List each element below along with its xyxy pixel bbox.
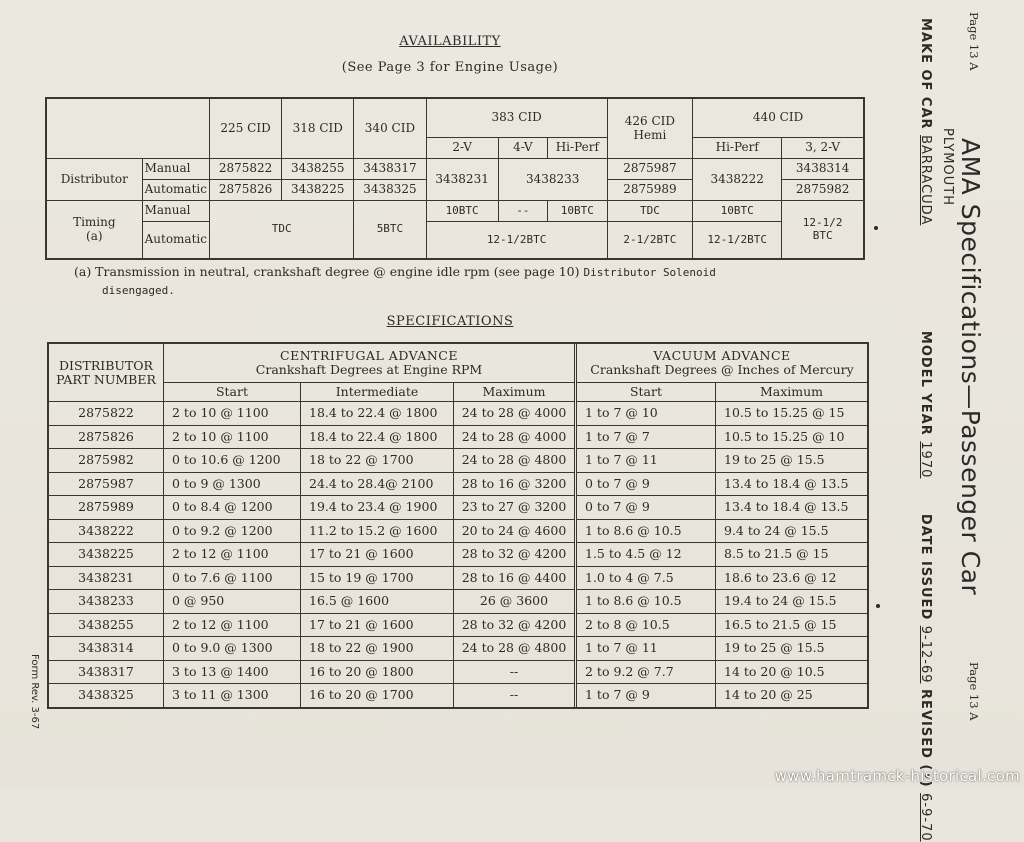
cell-vacuum-start: 1 to 7 @ 9	[576, 684, 716, 708]
hdr-225: 225 CID	[209, 99, 281, 159]
cell-centrifugal-maximum: 20 to 24 @ 4600	[454, 519, 576, 543]
cell-centrifugal-maximum: 24 to 28 @ 4000	[454, 425, 576, 449]
dist-manual-225: 2875822	[209, 159, 281, 180]
col-part-number: DISTRIBUTOR PART NUMBER	[49, 344, 164, 402]
specifications-table	[48, 343, 868, 708]
cell-centrifugal-start: 0 to 10.6 @ 1200	[164, 449, 301, 473]
cell-centrifugal-start: 2 to 10 @ 1100	[164, 402, 301, 426]
cell-centrifugal-start: 2 to 12 @ 1100	[164, 543, 301, 567]
timing-manual-383-4v: --	[498, 201, 547, 222]
cell-part-number: 2875982	[49, 449, 164, 473]
dist-383-2v: 3438231	[426, 159, 498, 201]
page-number-bottom: Page 13 A	[967, 662, 981, 721]
timing-manual-383-hp: 10BTC	[547, 201, 607, 222]
cell-vacuum-start: 1.5 to 4.5 @ 12	[576, 543, 716, 567]
blank-corner	[47, 99, 210, 159]
specifications-body	[49, 402, 868, 708]
col-centrifugal-intermediate: Intermediate	[301, 383, 454, 402]
cell-centrifugal-maximum: --	[454, 660, 576, 684]
cell-part-number: 3438317	[49, 660, 164, 684]
cell-part-number: 3438222	[49, 519, 164, 543]
cell-vacuum-maximum: 13.4 to 18.4 @ 13.5	[716, 472, 868, 496]
timing-440-32v: 12-1/2 BTC	[782, 201, 864, 259]
cell-part-number: 2875822	[49, 402, 164, 426]
cell-centrifugal-start: 0 to 9 @ 1300	[164, 472, 301, 496]
cell-vacuum-start: 2 to 8 @ 10.5	[576, 613, 716, 637]
table-row	[49, 660, 868, 684]
timing-manual-426: TDC	[607, 201, 692, 222]
cell-vacuum-start: 1 to 8.6 @ 10.5	[576, 519, 716, 543]
cell-centrifugal-intermediate: 15 to 19 @ 1700	[301, 566, 454, 590]
cell-vacuum-start: 0 to 7 @ 9	[576, 472, 716, 496]
table-row	[49, 496, 868, 520]
cell-part-number: 3438225	[49, 543, 164, 567]
cell-part-number: 3438231	[49, 566, 164, 590]
cell-vacuum-maximum: 14 to 20 @ 10.5	[716, 660, 868, 684]
hdr-340: 340 CID	[354, 99, 426, 159]
cell-centrifugal-start: 3 to 13 @ 1400	[164, 660, 301, 684]
dist-auto-440-32v: 2875982	[782, 180, 864, 201]
cell-centrifugal-maximum: 24 to 28 @ 4000	[454, 402, 576, 426]
cell-vacuum-start: 1 to 7 @ 11	[576, 449, 716, 473]
dist-manual-340: 3438317	[354, 159, 426, 180]
cell-centrifugal-intermediate: 17 to 21 @ 1600	[301, 543, 454, 567]
cell-centrifugal-start: 3 to 11 @ 1300	[164, 684, 301, 708]
cell-vacuum-maximum: 8.5 to 21.5 @ 15	[716, 543, 868, 567]
hdr-440-hp: Hi-Perf	[693, 138, 782, 159]
col-vacuum-maximum: Maximum	[716, 383, 868, 402]
hdr-318: 318 CID	[282, 99, 354, 159]
table-row	[49, 472, 868, 496]
cell-centrifugal-intermediate: 16 to 20 @ 1800	[301, 660, 454, 684]
binder-hole-mark-top	[874, 226, 878, 230]
cell-centrifugal-maximum: 28 to 32 @ 4200	[454, 543, 576, 567]
cell-centrifugal-start: 0 to 7.6 @ 1100	[164, 566, 301, 590]
cell-part-number: 2875987	[49, 472, 164, 496]
cell-vacuum-start: 0 to 7 @ 9	[576, 496, 716, 520]
cell-vacuum-maximum: 9.4 to 24 @ 15.5	[716, 519, 868, 543]
cell-vacuum-maximum: 10.5 to 15.25 @ 15	[716, 402, 868, 426]
hdr-383-hp: Hi-Perf	[547, 138, 607, 159]
cell-vacuum-start: 1 to 7 @ 7	[576, 425, 716, 449]
plymouth-label: PLYMOUTH	[940, 128, 955, 206]
binder-hole-mark-bottom	[876, 604, 880, 608]
vacuum-header: VACUUM ADVANCE Crankshaft Degrees @ Inches of Mercury	[576, 344, 868, 383]
availability-title: AVAILABILITY	[399, 34, 501, 49]
cell-vacuum-maximum: 10.5 to 15.25 @ 10	[716, 425, 868, 449]
cell-centrifugal-intermediate: 18 to 22 @ 1700	[301, 449, 454, 473]
cell-vacuum-start: 2 to 9.2 @ 7.7	[576, 660, 716, 684]
table-row	[49, 425, 868, 449]
distributor-label: Distributor	[47, 159, 143, 201]
cell-centrifugal-start: 0 @ 950	[164, 590, 301, 614]
cell-part-number: 3438325	[49, 684, 164, 708]
cell-centrifugal-intermediate: 19.4 to 23.4 @ 1900	[301, 496, 454, 520]
cell-vacuum-maximum: 13.4 to 18.4 @ 13.5	[716, 496, 868, 520]
table-row	[49, 449, 868, 473]
timing-automatic-label: Automatic	[142, 222, 209, 259]
cell-vacuum-start: 1 to 7 @ 10	[576, 402, 716, 426]
specifications-title: SPECIFICATIONS	[386, 314, 514, 329]
cell-part-number: 3438314	[49, 637, 164, 661]
cell-centrifugal-intermediate: 18.4 to 22.4 @ 1800	[301, 425, 454, 449]
table-row	[49, 590, 868, 614]
cell-vacuum-maximum: 19 to 25 @ 15.5	[716, 637, 868, 661]
cell-centrifugal-maximum: 28 to 16 @ 3200	[454, 472, 576, 496]
table-row	[49, 613, 868, 637]
dist-auto-340: 3438325	[354, 180, 426, 201]
timing-auto-440-hp: 12-1/2BTC	[693, 222, 782, 259]
hdr-426: 426 CID Hemi	[607, 99, 692, 159]
dist-auto-225: 2875826	[209, 180, 281, 201]
timing-manual-383-2v: 10BTC	[426, 201, 498, 222]
cell-part-number: 3438255	[49, 613, 164, 637]
cell-centrifugal-intermediate: 11.2 to 15.2 @ 1600	[301, 519, 454, 543]
cell-centrifugal-maximum: 24 to 28 @ 4800	[454, 637, 576, 661]
cell-centrifugal-maximum: 28 to 16 @ 4400	[454, 566, 576, 590]
col-centrifugal-start: Start	[164, 383, 301, 402]
cell-centrifugal-maximum: 23 to 27 @ 3200	[454, 496, 576, 520]
dist-383-4v: 3438233	[498, 159, 607, 201]
col-vacuum-start: Start	[576, 383, 716, 402]
hdr-440-32v: 3, 2-V	[782, 138, 864, 159]
cell-centrifugal-intermediate: 18 to 22 @ 1900	[301, 637, 454, 661]
timing-label: Timing (a)	[47, 201, 143, 259]
availability-subtitle: (See Page 3 for Engine Usage)	[341, 60, 559, 75]
cell-part-number: 2875989	[49, 496, 164, 520]
cell-centrifugal-maximum: 28 to 32 @ 4200	[454, 613, 576, 637]
cell-part-number: 3438233	[49, 590, 164, 614]
cell-centrifugal-intermediate: 24.4 to 28.4@ 2100	[301, 472, 454, 496]
col-centrifugal-maximum: Maximum	[454, 383, 576, 402]
timing-manual-440-hp: 10BTC	[693, 201, 782, 222]
timing-340: 5BTC	[354, 201, 426, 259]
cell-vacuum-maximum: 14 to 20 @ 25	[716, 684, 868, 708]
cell-vacuum-maximum: 19 to 25 @ 15.5	[716, 449, 868, 473]
cell-vacuum-start: 1 to 8.6 @ 10.5	[576, 590, 716, 614]
cell-centrifugal-start: 0 to 8.4 @ 1200	[164, 496, 301, 520]
dist-auto-426: 2875989	[607, 180, 692, 201]
cell-vacuum-start: 1 to 7 @ 11	[576, 637, 716, 661]
distributor-automatic-label: Automatic	[142, 180, 209, 201]
dist-manual-318: 3438255	[282, 159, 354, 180]
hdr-383-4v: 4-V	[498, 138, 547, 159]
cell-centrifugal-intermediate: 18.4 to 22.4 @ 1800	[301, 402, 454, 426]
cell-centrifugal-start: 2 to 12 @ 1100	[164, 613, 301, 637]
centrifugal-header: CENTRIFUGAL ADVANCE Crankshaft Degrees at Engine RPM	[164, 344, 576, 383]
cell-centrifugal-start: 0 to 9.2 @ 1200	[164, 519, 301, 543]
hdr-383: 383 CID	[426, 99, 607, 138]
watermark: www.hamtramck-historical.com	[774, 767, 1020, 785]
cell-centrifugal-start: 2 to 10 @ 1100	[164, 425, 301, 449]
cell-centrifugal-intermediate: 16 to 20 @ 1700	[301, 684, 454, 708]
timing-auto-426: 2-1/2BTC	[607, 222, 692, 259]
dist-auto-318: 3438225	[282, 180, 354, 201]
timing-auto-383: 12-1/2BTC	[426, 222, 607, 259]
cell-centrifugal-maximum: 26 @ 3600	[454, 590, 576, 614]
cell-vacuum-maximum: 16.5 to 21.5 @ 15	[716, 613, 868, 637]
cell-centrifugal-intermediate: 17 to 21 @ 1600	[301, 613, 454, 637]
table-row	[49, 684, 868, 708]
timing-tdc: TDC	[209, 201, 353, 259]
document-title: AMA Specifications—Passenger Car	[956, 138, 985, 596]
table-row	[49, 637, 868, 661]
form-revision: Form Rev. 3-67	[29, 654, 40, 730]
hdr-383-2v: 2-V	[426, 138, 498, 159]
cell-vacuum-maximum: 19.4 to 24 @ 15.5	[716, 590, 868, 614]
dist-manual-426: 2875987	[607, 159, 692, 180]
timing-manual-label: Manual	[142, 201, 209, 222]
table-row	[49, 566, 868, 590]
cell-centrifugal-intermediate: 16.5 @ 1600	[301, 590, 454, 614]
table-row	[49, 519, 868, 543]
hdr-440: 440 CID	[693, 99, 864, 138]
dist-manual-440-32v: 3438314	[782, 159, 864, 180]
dist-440-hp: 3438222	[693, 159, 782, 201]
cell-centrifugal-maximum: 24 to 28 @ 4800	[454, 449, 576, 473]
cell-centrifugal-maximum: --	[454, 684, 576, 708]
page-number-top: Page 13 A	[967, 12, 981, 71]
cell-centrifugal-start: 0 to 9.0 @ 1300	[164, 637, 301, 661]
cell-vacuum-maximum: 18.6 to 23.6 @ 12	[716, 566, 868, 590]
availability-table	[46, 98, 864, 259]
make-model-line: MAKE OF CAR BARRACUDA MODEL YEAR 1970 DATE ISSUED 9-12-69 REVISED (•) 6-9-70	[918, 18, 933, 842]
cell-part-number: 2875826	[49, 425, 164, 449]
cell-vacuum-start: 1.0 to 4 @ 7.5	[576, 566, 716, 590]
table-row	[49, 402, 868, 426]
timing-footnote: (a) Transmission in neutral, crankshaft degree @ engine idle rpm (see page 10) Distributor Solenoid disengaged.	[74, 264, 716, 297]
table-row	[49, 543, 868, 567]
distributor-manual-label: Manual	[142, 159, 209, 180]
